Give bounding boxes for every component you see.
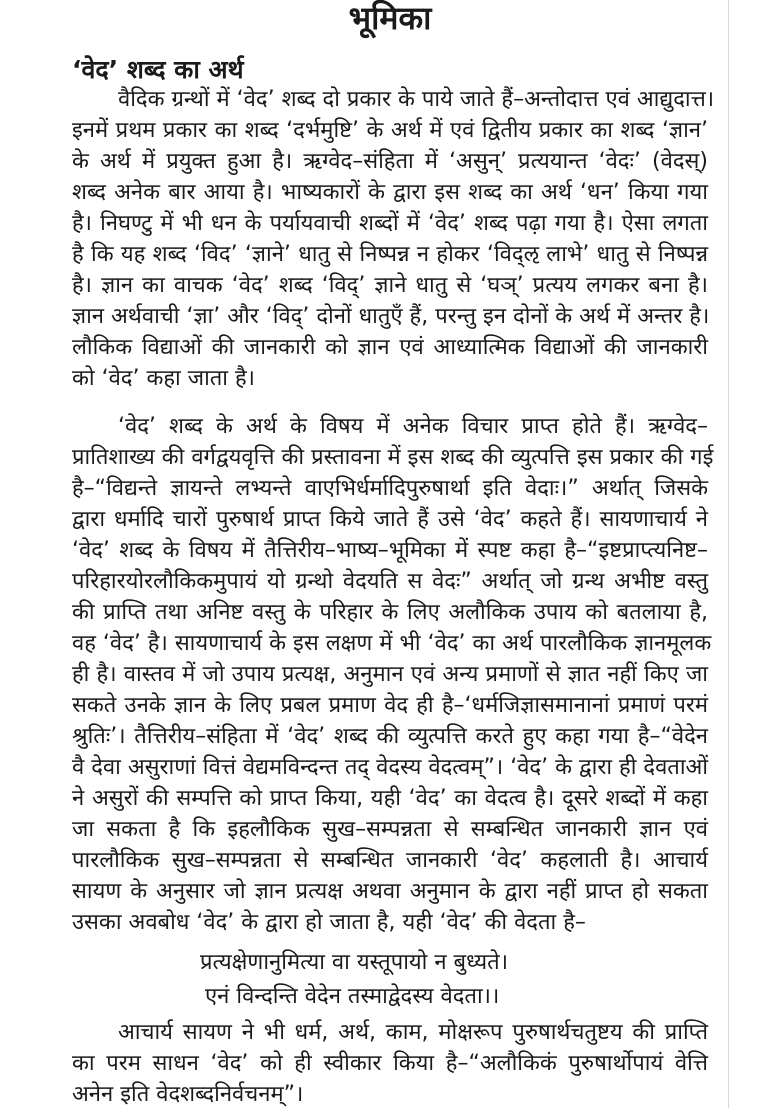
paragraph-3-line: का परम साधन ‘वेद’ को ही स्वीकार किया है–“अलौकिकं पुरुषार्थोपायं वेत्ति (72, 1051, 708, 1076)
paragraph-2-line: ‘वेद’ शब्द के अर्थ के विषय में अनेक विचार प्राप्त होते हैं। ऋग्वेद– (118, 414, 708, 439)
paragraph-1-line: है। ज्ञान का वाचक ‘वेद’ शब्द ‘विद्’ ज्ञाने धातु से ‘घञ्’ प्रत्यय लगकर बना है। (72, 273, 708, 298)
verse-line: एनं विन्दन्ति वेदेन तस्माद्वेदस्य वेदता।। (205, 984, 500, 1009)
paragraph-1-line: ज्ञान अर्थवाची ‘ज्ञा’ और ‘विद्’ दोनों धातुएँ हैं, परन्तु इन दोनों के अर्थ में अन्तर है। (72, 304, 710, 329)
paragraph-2-line: श्रुतिः’। तैत्तिरीय–संहिता में ‘वेद’ शब्द की व्युत्पत्ति करते हुए कहा गया है–“वेदेन (72, 724, 708, 749)
paragraph-2-line: द्वारा धर्मादि चारों पुरुषार्थ प्राप्त किये जाते हैं उसे ‘वेद’ कहते हैं। सायणाचार्य ने (72, 507, 708, 532)
paragraph-1-line: लौकिक विद्याओं की जानकारी को ज्ञान एवं आध्यात्मिक विद्याओं की जानकारी (72, 335, 708, 360)
paragraph-1-line: है। निघण्टु में भी धन के पर्यायवाची शब्दों में ‘वेद’ शब्द पढ़ा गया है। ऐसा लगता (72, 211, 708, 236)
page-edge (728, 0, 729, 1108)
section-heading: ‘वेद’ शब्द का अर्थ (72, 55, 244, 84)
paragraph-2-line: जा सकता है कि इहलौकिक सुख–सम्पन्नता से सम्बन्धित जानकारी ज्ञान एवं (72, 817, 708, 842)
paragraph-2-line: की प्राप्ति तथा अनिष्ट वस्तु के परिहार के लिए अलौकिक उपाय को बतलाया है, (72, 600, 708, 625)
paragraph-3-line: अनेन इति वेदशब्दनिर्वचनम्”। (72, 1082, 304, 1107)
paragraph-3-line: आचार्य सायण ने भी धर्म, अर्थ, काम, मोक्षरूप पुरुषार्थचतुष्टय की प्राप्ति (118, 1020, 708, 1045)
verse-line: प्रत्यक्षेणानुमित्या वा यस्तूपायो न बुध्यते। (200, 950, 509, 975)
paragraph-1-line: इनमें प्रथम प्रकार का शब्द ‘दर्भमुष्टि’ के अर्थ में एवं द्वितीय प्रकार का शब्द ‘ज्ञान’ (72, 118, 708, 143)
paragraph-2-line: सकते उनके ज्ञान के लिए प्रबल प्रमाण वेद ही है–‘धर्मजिज्ञासमानानां प्रमाणं परमं (72, 693, 708, 718)
page-title: भूमिका (348, 0, 432, 37)
paragraph-1-line: के अर्थ में प्रयुक्त हुआ है। ऋग्वेद–संहिता में ‘असुन्’ प्रत्ययान्त ‘वेदः’ (वेदस्) (72, 149, 708, 174)
paragraph-1-line: को ‘वेद’ कहा जाता है। (72, 366, 256, 391)
paragraph-1-line: शब्द अनेक बार आया है। भाष्यकारों के द्वारा इस शब्द का अर्थ ‘धन’ किया गया (72, 180, 708, 205)
paragraph-2-line: उसका अवबोध ‘वेद’ के द्वारा हो जाता है, यही ‘वेद’ की वेदता है– (72, 910, 586, 935)
paragraph-2-line: ने असुरों की सम्पत्ति को प्राप्त किया, यही ‘वेद’ का वेदत्व है। दूसरे शब्दों में कहा (72, 786, 708, 811)
paragraph-1-line: है कि यह शब्द ‘विद’ ‘ज्ञाने’ धातु से निष्पन्न न होकर ‘विद्ऌ लाभे’ धातु से निष्पन्न (72, 242, 708, 267)
paragraph-1-line: वैदिक ग्रन्थों में ‘वेद’ शब्द दो प्रकार के पाये जाते हैं–अन्तोदात्त एवं आद्युदात्त। (118, 87, 715, 112)
paragraph-2-line: पारलौकिक सुख–सम्पन्नता से सम्बन्धित जानकारी ‘वेद’ कहलाती है। आचार्य (72, 848, 708, 873)
paragraph-2-line: वह ‘वेद’ है। सायणाचार्य के इस लक्षण में भी ‘वेद’ का अर्थ पारलौकिक ज्ञानमूलक (72, 631, 712, 656)
paragraph-2-line: प्रातिशाख्य की वर्गद्वयवृत्ति की प्रस्तावना में इस शब्द की व्युत्पत्ति इस प्रकार की गई (72, 445, 714, 470)
paragraph-2-line: ‘वेद’ शब्द के विषय में तैत्तिरीय–भाष्य–भूमिका में स्पष्ट कहा है–“इष्टप्राप्त्यनिष्ट– (72, 538, 708, 563)
paragraph-2-line: परिहारयोरलौकिकमुपायं यो ग्रन्थो वेदयति स वेदः” अर्थात् जो ग्रन्थ अभीष्ट वस्तु (72, 569, 708, 594)
paragraph-2-line: है–“विद्यन्ते ज्ञायन्ते लभ्यन्ते वाएभिर्धर्मादिपुरुषार्था इति वेदाः।” अर्थात् जिसके (72, 476, 708, 501)
paragraph-2-line: वै देवा असुराणां वित्तं वेद्यमविन्दन्त तद् वेदस्य वेदत्वम्”। ‘वेद’ के द्वारा ही देवताओं (72, 755, 709, 780)
paragraph-2-line: ही है। वास्तव में जो उपाय प्रत्यक्ष, अनुमान एवं अन्य प्रमाणों से ज्ञात नहीं किए जा (72, 662, 708, 687)
paragraph-2-line: सायण के अनुसार जो ज्ञान प्रत्यक्ष अथवा अनुमान के द्वारा नहीं प्राप्त हो सकता (72, 879, 708, 904)
